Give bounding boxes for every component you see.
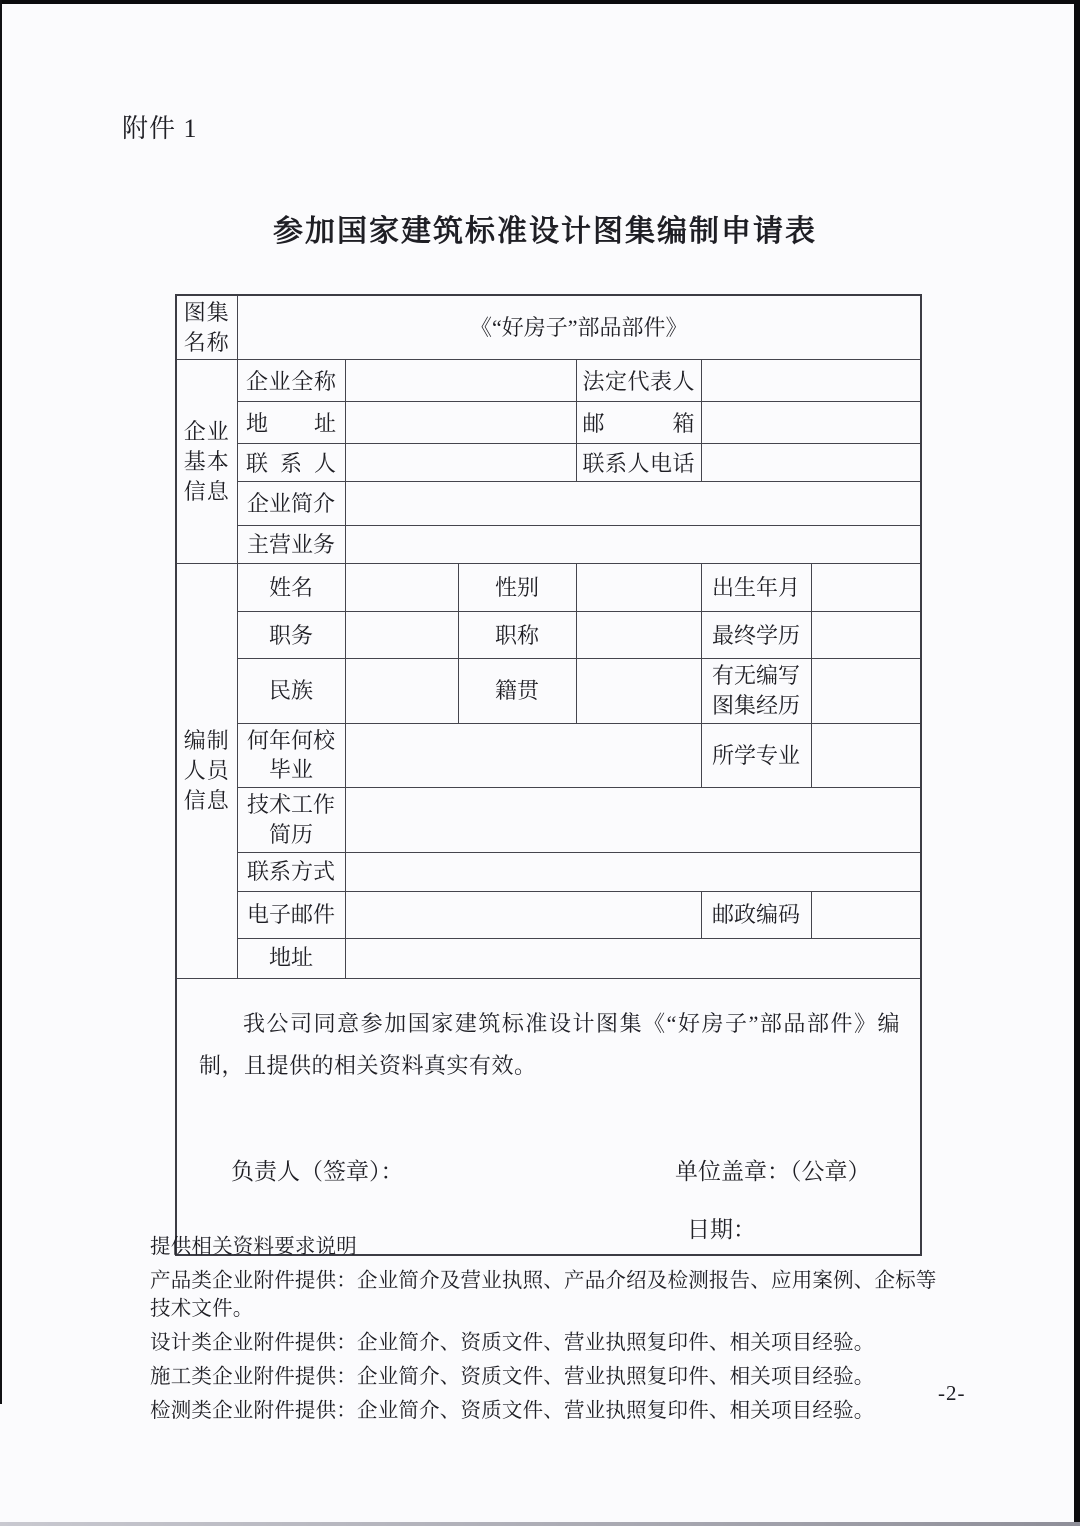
section-header-personnel: 编制人员信息 bbox=[176, 564, 237, 978]
field-major bbox=[811, 723, 921, 787]
label-birth-date: 出生年月 bbox=[701, 564, 811, 612]
label-person-email: 电子邮件 bbox=[237, 891, 345, 938]
label-company-profile: 企业简介 bbox=[237, 482, 345, 526]
note-construction-enterprises: 施工类企业附件提供：企业简介、资质文件、营业执照复印件、相关项目经验。 bbox=[150, 1366, 875, 1389]
atlas-name-label: 图集名称 bbox=[176, 295, 237, 360]
field-person-email bbox=[345, 891, 701, 938]
scan-edge-bottom bbox=[0, 1522, 1080, 1526]
field-legal-representative bbox=[701, 360, 921, 402]
field-company-email bbox=[701, 402, 921, 444]
label-atlas-experience: 有无编写图集经历 bbox=[701, 659, 811, 723]
label-legal-representative: 法定代表人 bbox=[576, 360, 701, 402]
label-professional-title: 职称 bbox=[458, 612, 576, 659]
label-main-business: 主营业务 bbox=[237, 526, 345, 564]
field-technical-resume bbox=[345, 788, 921, 852]
application-form-table bbox=[175, 294, 922, 1256]
label-position: 职务 bbox=[237, 612, 345, 659]
date-label: 日期： bbox=[687, 1216, 756, 1242]
field-final-education bbox=[811, 612, 921, 659]
note-product-enterprises: 产品类企业附件提供：企业简介及营业执照、产品介绍及检测报告、应用案例、企标等技术文件。 bbox=[150, 1270, 937, 1320]
field-company-profile bbox=[345, 482, 921, 526]
label-graduation: 何年何校毕业 bbox=[237, 723, 345, 787]
label-gender: 性别 bbox=[458, 564, 576, 612]
field-company-address bbox=[345, 402, 576, 444]
declaration-text: 我公司同意参加国家建筑标准设计图集《“好房子”部品部件》编制，且提供的相关资料真实有效。 bbox=[199, 1010, 901, 1079]
field-contact-method bbox=[345, 852, 921, 891]
label-company-email: 邮箱 bbox=[576, 402, 701, 444]
field-person-address bbox=[345, 938, 921, 978]
attachment-label: 附件 1 bbox=[122, 114, 198, 143]
declaration-block bbox=[181, 981, 916, 1252]
note-testing-enterprises: 检测类企业附件提供：企业简介、资质文件、营业执照复印件、相关项目经验。 bbox=[150, 1400, 875, 1423]
note-design-enterprises: 设计类企业附件提供：企业简介、资质文件、营业执照复印件、相关项目经验。 bbox=[150, 1332, 875, 1355]
field-contact-phone bbox=[701, 444, 921, 482]
page-number: -2- bbox=[938, 1381, 966, 1405]
label-final-education: 最终学历 bbox=[701, 612, 811, 659]
field-professional-title bbox=[576, 612, 701, 659]
field-position bbox=[345, 612, 458, 659]
signer-label: 负责人（签章）： bbox=[231, 1158, 404, 1184]
field-atlas-experience bbox=[811, 659, 921, 723]
field-graduation bbox=[345, 723, 701, 787]
label-person-name: 姓名 bbox=[237, 564, 345, 612]
label-company-address: 地址 bbox=[237, 402, 345, 444]
notes-heading: 提供相关资料要求说明 bbox=[150, 1236, 357, 1258]
label-contact-person: 联系人 bbox=[237, 444, 345, 482]
label-postal-code: 邮政编码 bbox=[701, 891, 811, 938]
scan-edge-top bbox=[0, 0, 1080, 4]
label-technical-resume: 技术工作简历 bbox=[237, 788, 345, 852]
label-contact-phone: 联系人电话 bbox=[576, 444, 701, 482]
field-contact-person bbox=[345, 444, 576, 482]
field-native-place bbox=[576, 659, 701, 723]
section-header-enterprise: 企业基本信息 bbox=[176, 360, 237, 564]
field-main-business bbox=[345, 526, 921, 564]
atlas-name-value: 《“好房子”部品部件》 bbox=[237, 295, 921, 360]
field-birth-date bbox=[811, 564, 921, 612]
label-company-name: 企业全称 bbox=[237, 360, 345, 402]
field-person-name bbox=[345, 564, 458, 612]
declaration-cell bbox=[176, 978, 921, 1255]
field-ethnicity bbox=[345, 659, 458, 723]
field-company-name bbox=[345, 360, 576, 402]
notes-section bbox=[150, 1234, 940, 1433]
label-ethnicity: 民族 bbox=[237, 659, 345, 723]
label-major: 所学专业 bbox=[701, 723, 811, 787]
label-contact-method: 联系方式 bbox=[237, 852, 345, 891]
label-person-address: 地址 bbox=[237, 938, 345, 978]
label-native-place: 籍贯 bbox=[458, 659, 576, 723]
document-title: 参加国家建筑标准设计图集编制申请表 bbox=[273, 215, 817, 248]
field-gender bbox=[576, 564, 701, 612]
seal-label: 单位盖章：（公章） bbox=[675, 1158, 871, 1184]
field-postal-code bbox=[811, 891, 921, 938]
